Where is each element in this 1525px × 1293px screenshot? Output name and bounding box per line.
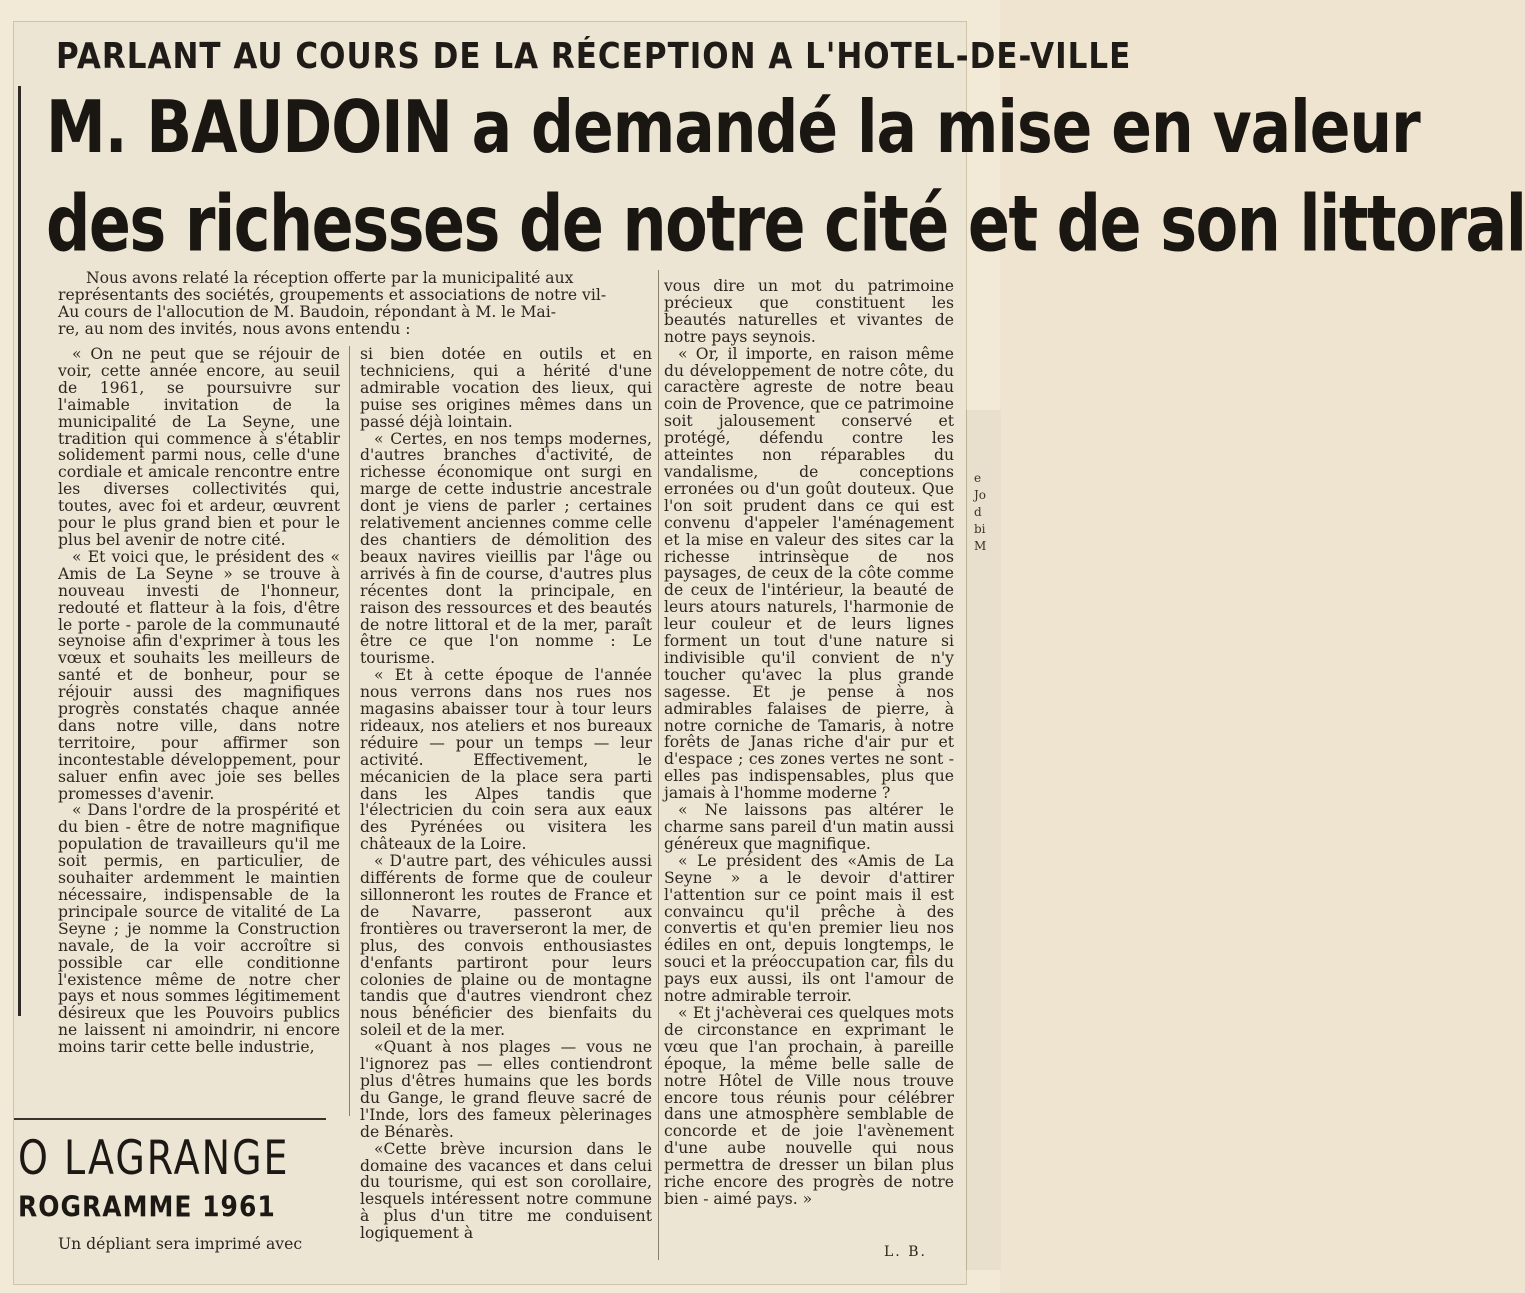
paragraph: vous dire un mot du patrimoine précieux que constituent les beautés naturelles et vivantes de notre pays seynois. bbox=[664, 277, 954, 346]
adjacent-article-subtitle: ROGRAMME 1961 bbox=[18, 1190, 276, 1224]
intro-line: représentants des sociétés, groupements et associations de notre vil- bbox=[58, 286, 607, 304]
kicker-headline: PARLANT AU COURS DE LA RÉCEPTION A L'HOTEL-DE-VILLE bbox=[56, 36, 1132, 78]
article-column-3 bbox=[664, 278, 954, 1208]
intro-line: Au cours de l'allocution de M. Baudoin, répondant à M. le Mai- bbox=[58, 303, 556, 321]
paragraph: « Dans l'ordre de la prospérité et du bien - être de notre magnifique population de travailleurs qu'il me soit permis, en particulier, de souhaiter ardemment le maintien nécessaire, indispensable de la principale source de vitalité de La Seyne ; je nomme la Construction navale, de la voir accroître si possible car elle conditionne l'existence même de notre cher pays et nous sommes légitimement désireux que les Pouvoirs publics ne laissent ni amoindrir, ni encore moins tarir cette belle industrie, bbox=[58, 801, 340, 1057]
headline-line-1: M. BAUDOIN a demandé la mise en valeur bbox=[46, 86, 1420, 170]
intro-line: re, au nom des invités, nous avons entendu : bbox=[58, 320, 411, 338]
article-column-2 bbox=[360, 346, 652, 1242]
paragraph: « Or, il importe, en raison même du développement de notre côte, du caractère agreste de notre beau coin de Provence, que ce patrimoine soit jalousement conservé et protégé, défendu contre les atteintes non réparables du vandalisme, de conceptions erronées ou d'un goût douteux. Que l'on soit prudent dans ce qui est convenu d'appeler l'aménagement et la mise en valeur des sites car la richesse intrinsèque de nos paysages, de ceux de la côte comme de ceux de l'intérieur, la beauté de leurs atours naturels, l'harmonie de leur couleur et de leurs lignes forment un tout d'une nature si indivisible qu'il convient de n'y toucher qu'avec la plus grande sagesse. Et je pense à nos admirables falaises de pierre, à notre corniche de Tamaris, à notre forêts de Janas riche d'air pur et d'espace ; ces zones vertes ne sont - elles pas indispensables, plus que jamais à l'homme moderne ? bbox=[664, 344, 954, 803]
author-signature: L. B. bbox=[884, 1244, 927, 1260]
paragraph: «Quant à nos plages — vous ne l'ignorez pas — elles contiendront plus d'êtres humains que les bords du Gange, le grand fleuve sacré de l'Inde, lors des fameux pèlerinages de Bénarès. bbox=[360, 1038, 652, 1141]
paragraph: « On ne peut que se réjouir de voir, cette année encore, au seuil de 1961, se poursuivre sur l'aimable invitation de la municipalité de La Seyne, une tradition qui commence à s'établir solidement parmi nous, celle d'une cordiale et amicale rencontre entre les diverses collectivités qui, toutes, avec foi et ardeur, œuvrent pour le plus grand bien et pour le plus bel avenir de notre cité. bbox=[58, 345, 340, 549]
column-divider bbox=[349, 346, 350, 1116]
paragraph: « Et voici que, le président des « Amis de La Seyne » se trouve à nouveau investi de l'honneur, redouté et flatteur à la fois, d'être le porte - parole de la communauté seynoise afin d'exprimer à tous les vœux et souhaits les meilleurs de santé et de bonheur, pour se réjouir aussi des magnifiques progrès constatés chaque année dans notre ville, dans notre territoire, pour affirmer son incontestable développement, pour saluer enfin avec joie ses belles promesses d'avenir. bbox=[58, 547, 340, 803]
adjacent-article-title: O LAGRANGE bbox=[18, 1130, 290, 1185]
adjacent-article-text: Un dépliant sera imprimé avec bbox=[58, 1235, 303, 1253]
paragraph: si bien dotée en outils et en techniciens, qui a hérité d'une admirable vocation des lieux, qui puise ses origines mêmes dans un passé déjà lointain. bbox=[360, 345, 652, 431]
paragraph: « D'autre part, des véhicules aussi différents de forme que de couleur sillonneront les routes de France et de Navarre, passeront aux frontières ou traverseront la mer, de plus, des convois enthousiastes d'enfants partiront pour leurs colonies de plaine ou de montagne tandis que d'autres viendront chez nous bénéficier des bienfaits du soleil et de la mer. bbox=[360, 852, 652, 1040]
paragraph: « Et j'achèverai ces quelques mots de circonstance en exprimant le vœu que l'an prochain, à pareille époque, la même belle salle de notre Hôtel de Ville nous trouve encore tous réunis pour célébrer dans une atmosphère semblable de concorde et de joie l'avènement d'une aube nouvelle qui nous permettra de dresser un bilan plus riche encore des progrès de notre bien - aimé pays. » bbox=[664, 1003, 954, 1208]
headline-line-2: des richesses de notre cité et de son littoral bbox=[46, 178, 1525, 270]
paragraph: « Et à cette époque de l'année nous verrons dans nos rues nos magasins abaisser tour à tour leurs rideaux, nos ateliers et nos bureaux réduire — pour un temps — leur activité. Effectivement, le mécanicien de la place sera parti dans les Alpes tandis que l'électricien du coin sera aux eaux des Pyrénées ou visitera les châteaux de la Loire. bbox=[360, 666, 652, 854]
left-column-rule bbox=[18, 86, 21, 1016]
paragraph: « Certes, en nos temps modernes, d'autres branches d'activité, de richesse économique ont surgi en marge de cette industrie ancestrale dont je viens de parler ; certaines relativement anciennes comme celle des chantiers de démolition des beaux navires vieillis par l'âge ou arrivés à fin de course, d'autres plus récentes dont la principale, en raison des ressources et des beautés de notre littoral et de la mer, paraît être ce que l'on nomme : Le tourisme. bbox=[360, 429, 652, 668]
column-divider bbox=[658, 270, 659, 1260]
intro-line: Nous avons relaté la réception offerte par la municipalité aux bbox=[86, 269, 574, 287]
paragraph: « Ne laissons pas altérer le charme sans pareil d'un matin aussi généreux que magnifique. bbox=[664, 801, 954, 853]
paragraph: «Cette brève incursion dans le domaine des vacances et dans celui du tourisme, qui est son corollaire, lesquels intéressent notre commune à plus d'un titre me conduisent logiquement à bbox=[360, 1139, 652, 1243]
paragraph: « Le président des «Amis de La Seyne » a le devoir d'attirer l'attention sur ce point mais il est convaincu qu'il prêche à des convertis et qu'en premier lieu nos édiles en ont, depuis longtemps, le souci et la préoccupation car, fils du pays eux aussi, ils ont l'amour de notre admirable terroir. bbox=[664, 851, 954, 1006]
article-column-1 bbox=[58, 346, 340, 1056]
adjacent-text-fragments: e Jo d bi M bbox=[974, 471, 987, 553]
